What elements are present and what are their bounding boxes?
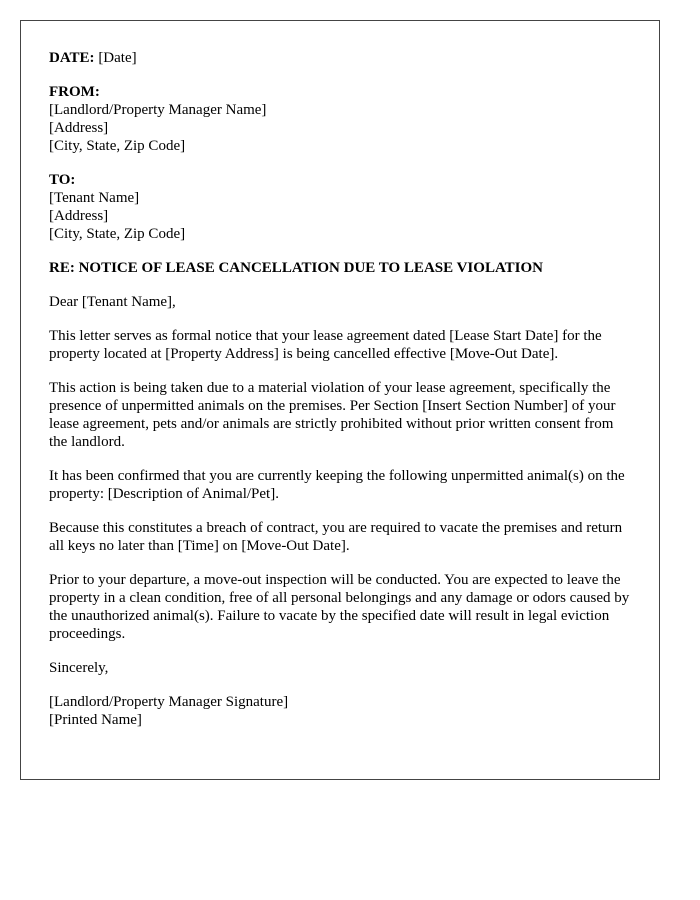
from-name: [Landlord/Property Manager Name]	[49, 102, 267, 118]
signature-line: [Landlord/Property Manager Signature]	[49, 694, 289, 710]
letter-document	[20, 20, 660, 780]
subject-block	[49, 259, 631, 277]
to-name: [Tenant Name]	[49, 190, 140, 206]
from-block	[49, 83, 631, 155]
subject-line: RE: NOTICE OF LEASE CANCELLATION DUE TO LEASE VIOLATION	[49, 260, 544, 276]
paragraph-violation: This action is being taken due to a material violation of your lease agreement, specifically the presence of unpermitted animals on the premises. Per Section [Insert Section Number] of your lease agreement, pets and/or animals are strictly prohibited without prior written consent from the landlord.	[49, 380, 616, 450]
signature-block	[49, 693, 631, 729]
to-label: TO:	[49, 172, 76, 188]
salutation: Dear [Tenant Name],	[49, 294, 176, 310]
paragraph-animals: It has been confirmed that you are currently keeping the following unpermitted animal(s) on the property: [Description of Animal/Pet].	[49, 468, 625, 502]
date-label: DATE:	[49, 50, 95, 66]
printed-name: [Printed Name]	[49, 712, 142, 728]
closing-block	[49, 659, 631, 677]
paragraph-inspection: Prior to your departure, a move-out inspection will be conducted. You are expected to leave the property in a clean condition, free of all personal belongings and any damage or odors caused by the unauthorized animal(s). Failure to vacate by the specified date will result in legal eviction proceedings.	[49, 572, 630, 642]
date-value: [Date]	[94, 50, 137, 66]
paragraph-vacate: Because this constitutes a breach of contract, you are required to vacate the premises and return all keys no later than [Time] on [Move-Out Date].	[49, 520, 623, 554]
to-address: [Address]	[49, 208, 109, 224]
from-address: [Address]	[49, 120, 109, 136]
to-block	[49, 171, 631, 243]
to-city-state-zip: [City, State, Zip Code]	[49, 226, 186, 242]
date-block	[49, 49, 631, 67]
paragraph-notice: This letter serves as formal notice that your lease agreement dated [Lease Start Date] for the property located at [Property Address] is being cancelled effective [Move-Out Date].	[49, 328, 602, 362]
salutation-block	[49, 293, 631, 311]
from-label: FROM:	[49, 84, 100, 100]
closing: Sincerely,	[49, 660, 109, 676]
from-city-state-zip: [City, State, Zip Code]	[49, 138, 186, 154]
